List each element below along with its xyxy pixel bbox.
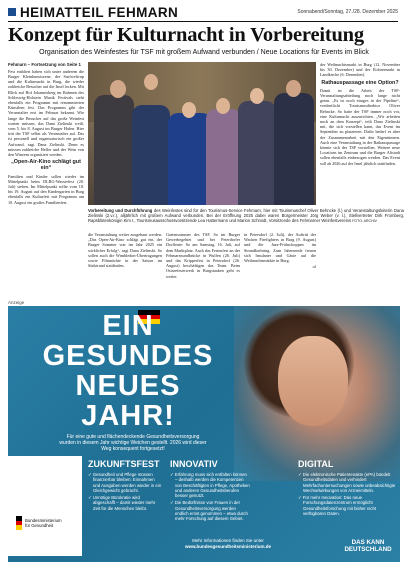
health-ministry-ad (8, 306, 400, 562)
ad-column-title: INNOVATIV (170, 459, 218, 469)
article-paragraph: in Petersdorf (2. Juli), der Auftritt der Wacken Firefighters in Burg (9. August) und die Jazz-Frühschoppen im Strandkorbring. Zum Jahresende freuen sich Insulaner und Gäste auf die Weihnachtsmärkte in Burg. (244, 232, 316, 264)
ministry-name-line: Bundesministerium (25, 518, 62, 523)
ad-footer-text: Mehr Informationen finden Sie unter (192, 538, 264, 543)
section-title-text: HEIMATTEIL FEHMARN (20, 5, 179, 20)
article-column-4 (244, 232, 316, 294)
ad-headline-line: NEUES (75, 370, 181, 402)
photo-credit: FOTO: ARCHIV (352, 219, 377, 224)
ad-slogan-line: DAS KANN (351, 539, 385, 546)
ad-bullet-text: Die elektronische Patientenakte (ePA) bündelt Gesundheitsdaten und verhindert Mehrfachuntersuchungen sowie unbeabsichtigte Wechselwirkungen von Arzneimitteln. (302, 472, 396, 493)
photo-person-head (286, 80, 301, 97)
article-subhead: „Open-Air-Kino schlägt gut ein“ (11, 159, 81, 172)
photo-person-head (216, 98, 230, 114)
photo-person-head (144, 74, 158, 90)
article-photo (88, 62, 316, 205)
article-subhead: Rathauspassage eine Option? (321, 79, 399, 86)
ad-footer (168, 538, 288, 549)
ad-column-title: DIGITAL (298, 459, 334, 469)
article-subline: Organisation des Weinfestes für TSF mit großem Aufwand verbunden / Neue Locations für Events im Blick (39, 49, 369, 56)
ad-website-link[interactable]: www.bundesgesundheitsministerium.de (184, 543, 272, 549)
article-paragraph: Gartensommer des TSF. So im Burger Gewerbegebiet und bei Peterdorfer Dorfleute: So am Samstag, 16. Juli, auf dem Marktplatz. Auch das Ferienfest an der Fehmarnsundbrücke in Wulfen (26. Juli) und das Kripperfest in Petersdorf (26. August) beschäftigen das Team. Beim Ostseefeuerwerk in Burgstaaken geht es weiter. (166, 232, 240, 279)
photo-person-head (110, 80, 126, 98)
ministry-logo-box (8, 456, 82, 556)
ad-intro: Für eine gute und flächendeckende Gesundheitsversorgung wurden in diesem Jahr wichtige Weichen gestellt. 2026 wird dieser Weg konsequent fortgesetzt! (59, 434, 207, 453)
photo-person (132, 105, 170, 205)
ministry-name (25, 518, 62, 528)
ad-bullet: ✓ Für mehr Innovation: Das neue Forschungsdatenzentrum ermöglicht Gesundheitsforschung mit bisher nicht verfügbaren Daten. (298, 495, 377, 517)
ad-bullet: ✓ Unnötige Bürokratie wird abgeschafft – damit wieder mehr Zeit für die Menschen bleibt. (88, 495, 156, 511)
ad-headline-line: GESUNDES (42, 340, 214, 372)
caption-text: des Weinfestes sind für den Tourismus-Service Fehmarn, hier mit Tourismuschef Oliver Behncke (l.) und Veranstaltungsleiterin Dana Zielinski (2.v.r.), alljährlich mit großem Aufwand verbunden. Bei der Eröffnung 2025 dabei waren Bürgermeister Jörg Weber (v. l.), Stellvertreter Dirk Fromberg, Rapsblütenkönigin Kim I., Tourismusausschussvorsitzende Lea Hattermann und Marion Schmidt, Vorsitzende des Fehmarner Weinfestvereins (88, 208, 404, 224)
section-title (8, 5, 178, 20)
article-byline: cd (312, 264, 316, 269)
photo-person (238, 101, 276, 205)
ad-bullet: ✓ Gesundheit und Pflege müssen finanzierbar bleiben: Einnahmen und Ausgaben werden wieder in ein Gleichgewicht gebracht. (88, 472, 162, 493)
photo-person (206, 109, 242, 205)
ad-bullet-text: Erfahrung muss sich entfalten können – deshalb werden die Kompetenzen von Beschäftigten in Pflege, Apotheken und anderen Gesundheitsberufen besser genutzt. (174, 472, 250, 499)
section-header (8, 5, 398, 22)
photo-person-head (182, 102, 196, 118)
ad-label: Anzeige (8, 300, 25, 305)
article-headline: Konzept für Kulturnacht in Vorbereitung (8, 24, 364, 46)
article-paragraph: der Weihnachtsmarkt in Burg (12. November bis 30. Dezember) und der Eichenmarkt in Landkirche (6. Dezember). (320, 62, 400, 78)
article-paragraph: Familien und Kinder sollen wieder im Mittelpunkt beim DLRG-Wasserfest (20. Juli) stehen. Im Mittelpunkt sollte vom 18. bis 19. August auf den Kindergarten in Burg ebenfalls ein Kulturfest mit Programm am 10. August ein großes Familienfest. (8, 173, 84, 205)
ad-bullet-text: Für mehr Innovation: Das neue Forschungsdatenzentrum ermöglicht Gesundheitsforschung mit bisher nicht verfügbaren Daten. (302, 495, 377, 517)
photo-person (274, 93, 314, 205)
ad-slogan (338, 539, 398, 553)
article-column-1 (8, 62, 84, 294)
ad-bullet: ✓ Die elektronische Patientenakte (ePA) bündelt Gesundheitsdaten und verhindert Mehrfachuntersuchungen sowie unbeabsichtigte Wechselwirkungen von Arzneimitteln. (298, 472, 396, 493)
ad-headline-line: EIN (102, 310, 154, 342)
ad-bullet-text: Unnötige Bürokratie wird abgeschafft – damit wieder mehr Zeit für die Menschen bleibt. (92, 495, 156, 511)
article-paragraph: Fest etabliert haben sich unter anderem die Burger Kleinkunstszene, der Surfweltcup und die Kulturnacht in Burg, die wieder zahlreiche Besucher auf die Insel locken. Mit Blick auf Hof Johannisberg im Rahmen des Schleswig-Holstein Musik Festivals steht ebenfalls ein Programm mit renommierten Künstlern fest. Das Programm gibt der Veranstalter erst im Februar bekannt. Wie lange die Besucher auf das große Weinfest warten müssen, das Dana Zielinski weiß, vom 5. bis 8. August im Burger Hafen. Hier tritt der TSF selbst als Veranstalter auf. Das ist personell und organisatorisch ein großer Aufwand, sagt Dana Zielinski. Denn es müssen zahlreiche Helfer und der Wein von den Winzern organisiert werden. (8, 68, 84, 157)
ad-bullet: ✓ Erfahrung muss sich entfalten können – deshalb werden die Kompetenzen von Beschäftigten in Pflege, Apotheken und anderen Gesundheitsberufen besser genutzt. (170, 472, 250, 499)
ad-column-innovativ (170, 472, 250, 524)
ad-slogan-line: DEUTSCHLAND (344, 546, 392, 554)
ad-bullet-text: Die Bedürfnisse von Frauen in der Gesundheitsversorgung werden endlich ernst genommen – etwa durch mehr Forschung auf diesem Gebiet. (174, 500, 248, 522)
ad-photo-face (278, 336, 348, 426)
ad-column-digital (298, 472, 396, 518)
ad-bullet-text: Gesundheit und Pflege müssen finanzierbar bleiben: Einnahmen und Ausgaben werden wieder in ein Gleichgewicht gebracht. (92, 472, 162, 493)
section-square-icon (8, 8, 16, 16)
ad-column-zukunftsfest (88, 472, 162, 513)
ministry-name-line: für Gesundheit (25, 523, 54, 528)
article-column-2 (88, 232, 162, 294)
article-paragraph: die Veranstaltung weiter ausgebaut werden. „Das Open-Air-Kino schlägt gut ein, der Burger Sommer war im Jahr 2025 ein wirklicher Erfolg“, sagt Dana Zielinski. So sollen auch die Wimbledon-Übertragungen sowie Filmnächte in der Saison im Südstrand stattfinden. (88, 232, 162, 269)
ad-bullet: ✓ Die Bedürfnisse von Frauen in der Gesundheitsversorgung werden endlich ernst genommen – etwa durch mehr Forschung auf diesem Gebiet. (170, 500, 248, 522)
caption-lead: Vorbereitung und Durchführung (88, 208, 153, 213)
article-column-5 (320, 62, 400, 294)
ad-column-title: ZUKUNFTSFEST (88, 459, 160, 469)
article-paragraph: Damit ist die Arbeit der TSF-Veranstaltungsabteilung noch lange nicht getan. „Es ist noch einiges in der Pipeline“, verdeutlicht Tourismusdirektor Oliver Behncke. So hatte der TSF immer noch vor, eine Kulturnacht auszurichten. „Wir arbeiten noch an dem Konzept“, teilt Dana Zielinski mit, die sich vorstellen kann, das Event im September zu platzieren. Dafür bedarf es aber der Zusammenarbeit mit den Eigentümern. Auch eine Veranstaltung in der Rathauspassage könnte sich der TSF vorstellen. Weitere neue Locations im Zentrum und die Burger Altstadt sollen ebenfalls einbezogen werden. Das Event soll ab 2026 auf der Insel jährlich stattfinden. (320, 87, 400, 166)
photo-person-head (250, 88, 264, 104)
ministry-flag-icon (16, 516, 22, 530)
ad-headline-line: JAHR! (81, 400, 175, 432)
photo-person (94, 95, 134, 205)
ad-headline (8, 311, 248, 431)
article-column-3 (166, 232, 240, 294)
issue-date: Sonnabend/Sonntag, 27./28. Dezember 2025 (297, 9, 398, 15)
article-kicker: Fehmarn – Fortsetzung von Seite 1 (8, 62, 81, 67)
